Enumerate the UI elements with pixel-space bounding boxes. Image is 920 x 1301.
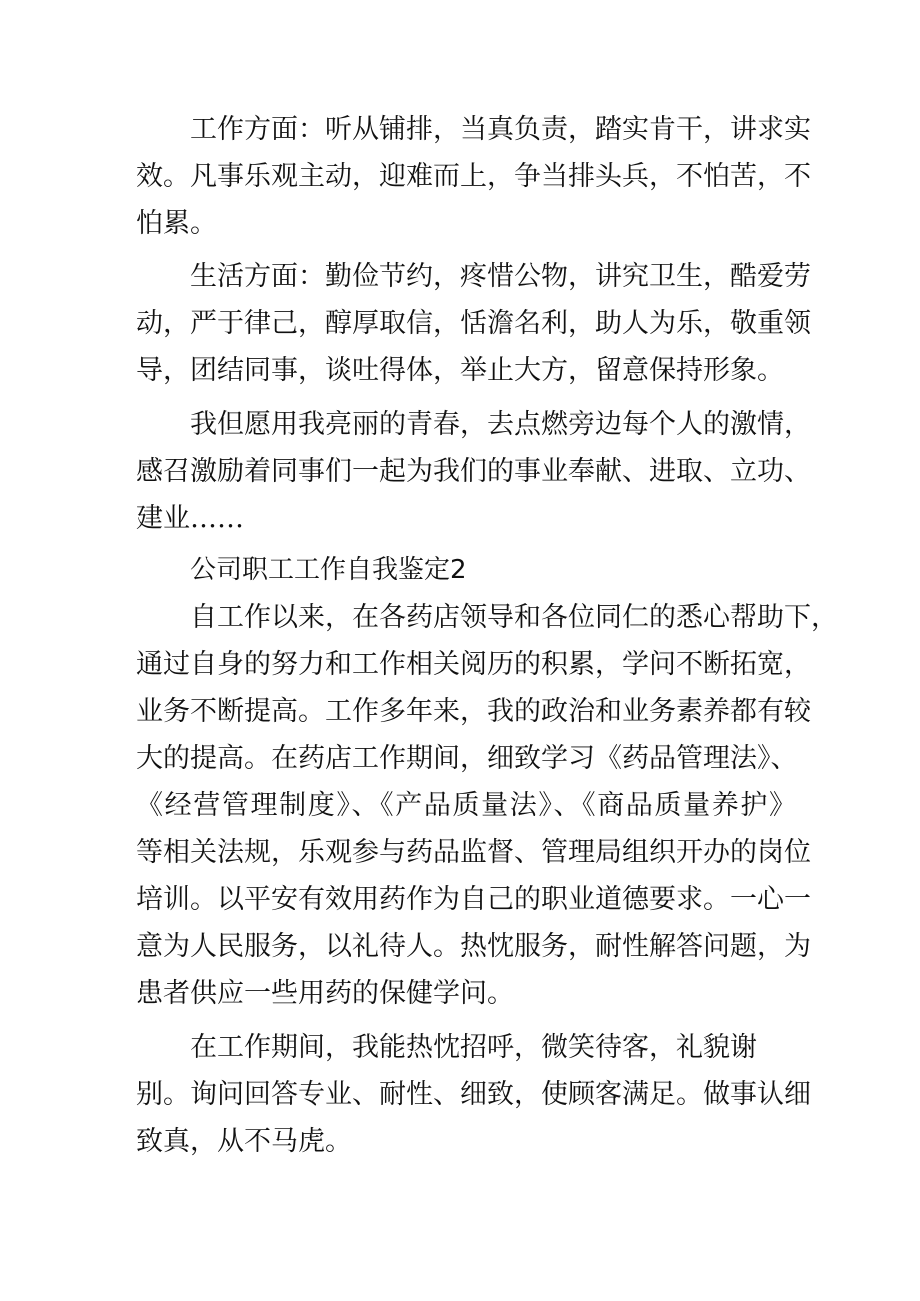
paragraph-pharmacy	[136, 594, 838, 1017]
text-line: 自工作以来，在各药店领导和各位同仁的悉心帮助下，	[190, 602, 838, 633]
heading-text: 公司职工工作自我鉴定2	[190, 555, 467, 585]
section-heading	[136, 547, 796, 594]
text-line: 大的提高。在药店工作期间，细致学习《药品管理法》、	[136, 743, 798, 774]
text-line: 《经营管理制度》、《产品质量法》、《商品质量养护》	[136, 790, 796, 821]
text-line: 业务不断提高。工作多年来，我的政治和业务素养都有较	[136, 696, 811, 727]
text-line: 通过自身的努力和工作相关阅历的积累，学问不断拓宽，	[136, 649, 811, 680]
text-line: 我但愿用我亮丽的青春，去点燃旁边每个人的激情，	[190, 409, 811, 440]
paragraph-life	[136, 253, 811, 394]
text-line: 感召激励着同事们一起为我们的事业奉献、进取、立功、	[136, 456, 811, 487]
text-line: 导，团结同事，谈吐得体，举止大方，留意保持形象。	[136, 355, 784, 386]
text-line: 效。凡事乐观主动，迎难而上，争当排头兵，不怕苦，不	[136, 161, 811, 192]
text-line: 生活方面：勤俭节约，疼惜公物，讲究卫生，酷爱劳	[190, 261, 811, 292]
text-line: 工作方面：听从铺排，当真负责，踏实肯干，讲求实	[190, 114, 811, 145]
text-line: 等相关法规，乐观参与药品监督、管理局组织开办的岗位	[136, 837, 811, 868]
text-line: 建业……	[136, 503, 244, 534]
text-line: 怕累。	[136, 208, 217, 239]
text-line: 患者供应一些用药的保健学问。	[136, 978, 514, 1009]
text-line: 意为人民服务，以礼待人。热忱服务，耐性解答问题，为	[136, 931, 811, 962]
text-line: 致真，从不马虎。	[136, 1126, 352, 1157]
text-line: 在工作期间，我能热忱招呼，微笑待客，礼貌谢	[190, 1032, 757, 1063]
paragraph-service	[136, 1024, 811, 1165]
paragraph-work	[136, 106, 811, 247]
paragraph-hope	[136, 401, 811, 542]
text-line: 别。询问回答专业、耐性、细致，使顾客满足。做事认细	[136, 1079, 811, 1110]
text-line: 培训。以平安有效用药作为自己的职业道德要求。一心一	[136, 884, 811, 915]
text-line: 动，严于律己，醇厚取信，恬澹名利，助人为乐，敬重领	[136, 308, 811, 339]
